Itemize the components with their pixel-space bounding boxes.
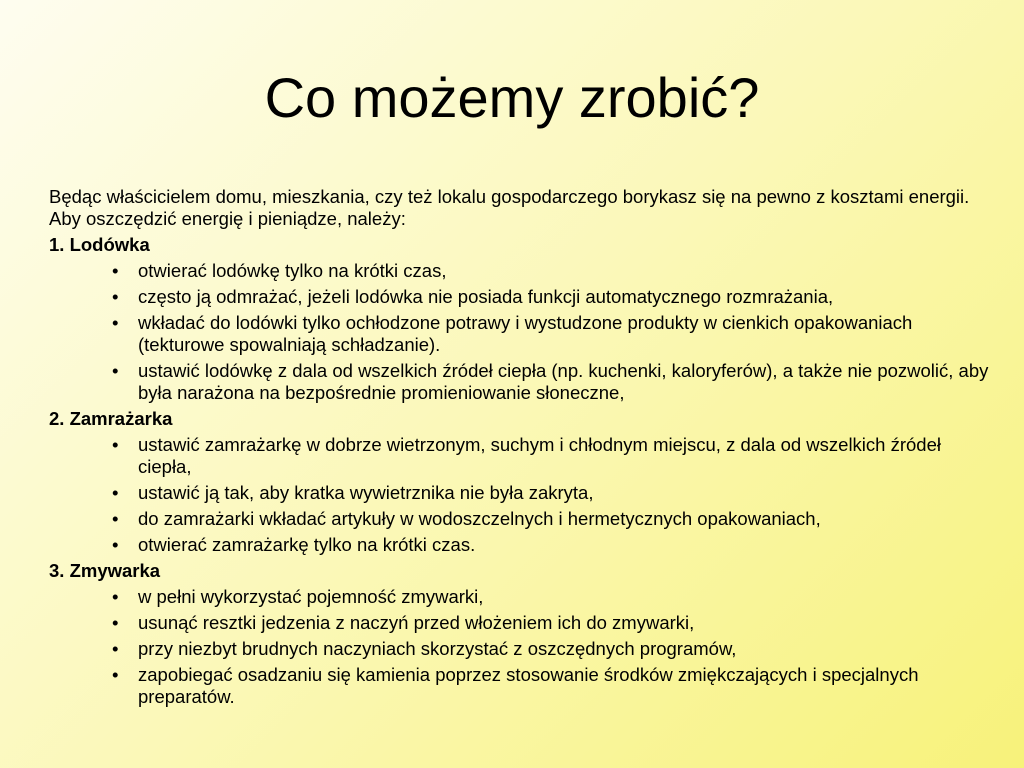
list-item xyxy=(49,586,999,608)
bullet-icon: • xyxy=(112,612,119,633)
list-item xyxy=(49,508,999,530)
bullet-icon: • xyxy=(112,482,119,503)
list-item xyxy=(49,534,999,556)
list-item xyxy=(49,638,999,660)
bullet-icon: • xyxy=(112,586,119,607)
section-heading: 2. Zamrażarka xyxy=(49,408,173,429)
list-item-text: ustawić ją tak, aby kratka wywietrznika nie była zakryta, xyxy=(138,482,594,503)
list-item xyxy=(49,286,999,308)
bullet-icon: • xyxy=(112,286,119,307)
list-item-text: często ją odmrażać, jeżeli lodówka nie posiada funkcji automatycznego rozmrażania, xyxy=(138,286,834,307)
list-item-text: ustawić lodówkę z dala od wszelkich źródeł ciepła (np. kuchenki, kaloryferów), a także nie pozwolić, aby była narażona na bezpośrednie promieniowanie słoneczne, xyxy=(138,360,989,403)
bullet-icon: • xyxy=(112,508,119,529)
bullet-icon: • xyxy=(112,434,119,455)
list-item-text: usunąć resztki jedzenia z naczyń przed włożeniem ich do zmywarki, xyxy=(138,612,695,633)
list-item xyxy=(49,312,999,356)
list-item-text: zapobiegać osadzaniu się kamienia poprzez stosowanie środków zmiękczających i specjalnych preparatów. xyxy=(138,664,919,707)
bullet-list xyxy=(49,434,999,556)
list-item xyxy=(49,482,999,504)
list-item xyxy=(49,664,999,708)
section-zmywarka xyxy=(49,560,999,708)
bullet-list xyxy=(49,260,999,404)
bullet-icon: • xyxy=(112,312,119,333)
section-lodowka xyxy=(49,234,999,404)
list-item-text: wkładać do lodówki tylko ochłodzone potrawy i wystudzone produkty w cienkich opakowaniach (tekturowe spowalniają schładzanie). xyxy=(138,312,913,355)
list-item xyxy=(49,360,999,404)
bullet-list xyxy=(49,586,999,708)
list-item-text: w pełni wykorzystać pojemność zmywarki, xyxy=(138,586,484,607)
list-item xyxy=(49,434,999,478)
intro-paragraph: Będąc właścicielem domu, mieszkania, czy też lokalu gospodarczego borykasz się na pewno z kosztami energii. Aby oszczędzić energię i pieniądze, należy: xyxy=(49,186,970,229)
bullet-icon: • xyxy=(112,534,119,555)
list-item-text: do zamrażarki wkładać artykuły w wodoszczelnych i hermetycznych opakowaniach, xyxy=(138,508,821,529)
list-item-text: przy niezbyt brudnych naczyniach skorzystać z oszczędnych programów, xyxy=(138,638,737,659)
list-item xyxy=(49,612,999,634)
list-item-text: otwierać zamrażarkę tylko na krótki czas. xyxy=(138,534,476,555)
list-item xyxy=(49,260,999,282)
bullet-icon: • xyxy=(112,260,119,281)
bullet-icon: • xyxy=(112,664,119,685)
list-item-text: ustawić zamrażarkę w dobrze wietrzonym, suchym i chłodnym miejscu, z dala od wszelkich źródeł ciepła, xyxy=(138,434,941,477)
bullet-icon: • xyxy=(112,638,119,659)
bullet-icon: • xyxy=(112,360,119,381)
slide-body xyxy=(49,186,999,712)
section-zamrazarka xyxy=(49,408,999,556)
section-heading: 1. Lodówka xyxy=(49,234,150,255)
list-item-text: otwierać lodówkę tylko na krótki czas, xyxy=(138,260,447,281)
slide-title: Co możemy zrobić? xyxy=(264,66,760,129)
section-heading: 3. Zmywarka xyxy=(49,560,161,581)
